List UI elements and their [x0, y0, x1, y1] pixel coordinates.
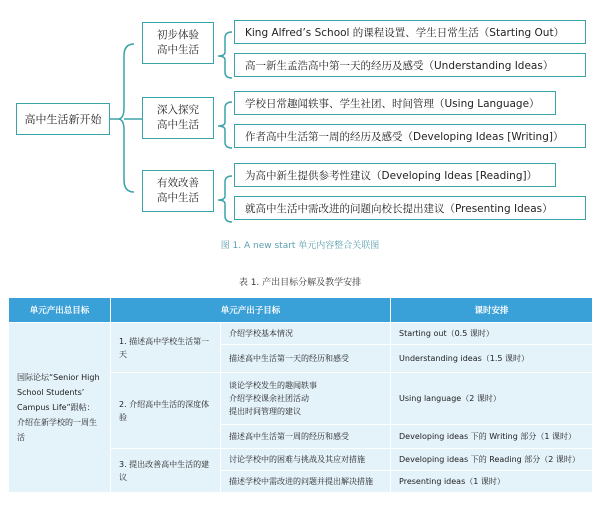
header-total-goal: 单元产出总目标 [9, 298, 111, 323]
leaf-node [234, 20, 586, 44]
leaf-text: 学校日常趣闻轶事、学生社团、时间管理（Using Language） [245, 97, 540, 110]
leaf-text: 为高中新生提供参考性建议（Developing Ideas [Reading]） [245, 169, 538, 182]
leaf-node [234, 163, 556, 187]
detail-cell [221, 373, 391, 425]
leaf-node [234, 196, 586, 220]
group-title-line2: 高中生活 [157, 119, 199, 131]
detail-line: 谈论学校发生的趣闻轶事 [229, 381, 317, 390]
root-label: 高中生活新开始 [24, 113, 102, 126]
detail-cell: 介绍学校基本情况 [221, 323, 391, 345]
table-header-row [9, 298, 593, 323]
detail-line: 介绍学校课余社团活动 [229, 394, 309, 403]
lesson-cell: Developing ideas 下的 Reading 部分（2 课时） [391, 449, 593, 471]
leaf-node [234, 91, 556, 115]
leaf-text: 就高中生活中需改进的问题向校长提出建议（Presenting Ideas） [245, 202, 553, 215]
detail-line: 提出时间管理的建议 [229, 407, 301, 416]
detail-cell: 描述高中生活第一周的经历和感受 [221, 425, 391, 449]
total-goal-cell: 国际论坛“Senior High School Students’ Campus Life”跟帖：介绍在新学校的一周生活 [9, 323, 111, 493]
header-lessons: 课时安排 [391, 298, 593, 323]
lesson-cell: Presenting ideas（1 课时） [391, 471, 593, 493]
header-subgoal: 单元产出子目标 [111, 298, 391, 323]
detail-cell: 描述学校中需改进的问题并提出解决措施 [221, 471, 391, 493]
group-title-line2: 高中生活 [157, 44, 199, 56]
group-node-1 [142, 22, 214, 64]
table-row [9, 323, 593, 345]
subgoal-cell: 1. 描述高中学校生活第一天 [111, 323, 221, 373]
group-title-line1: 有效改善 [157, 177, 199, 189]
leaf-text: King Alfred’s School 的课程设置、学生日常生活（Starting Out） [245, 26, 565, 39]
subgoal-cell: 3. 提出改善高中生活的建议 [111, 449, 221, 493]
leaf-node [234, 124, 586, 148]
group-node-2 [142, 97, 214, 139]
root-node [16, 103, 110, 135]
lesson-cell: Developing ideas 下的 Writing 部分（1 课时） [391, 425, 593, 449]
group-title-line2: 高中生活 [157, 192, 199, 204]
detail-cell: 讨论学校中的困难与挑战及其应对措施 [221, 449, 391, 471]
goals-table [8, 297, 593, 493]
leaf-text: 作者高中生活第一周的经历及感受（Developing Ideas [Writing]） [245, 130, 564, 143]
group-title-line1: 初步体验 [157, 29, 199, 41]
group-node-3 [142, 170, 214, 212]
detail-cell: 描述高中生活第一天的经历和感受 [221, 345, 391, 373]
table-caption: 表 1. 产出目标分解及教学安排 [238, 278, 362, 288]
leaf-node [234, 53, 586, 77]
subgoal-cell: 2. 介绍高中生活的深度体验 [111, 373, 221, 449]
leaf-text: 高一新生孟浩高中第一天的经历及感受（Understanding Ideas） [245, 59, 554, 72]
lesson-cell: Understanding ideas（1.5 课时） [391, 345, 593, 373]
figure-caption: 图 1. A new start 单元内容整合关联图 [220, 241, 380, 251]
lesson-cell: Starting out（0.5 课时） [391, 323, 593, 345]
group-title-line1: 深入探究 [157, 104, 199, 116]
lesson-cell: Using language（2 课时） [391, 373, 593, 425]
